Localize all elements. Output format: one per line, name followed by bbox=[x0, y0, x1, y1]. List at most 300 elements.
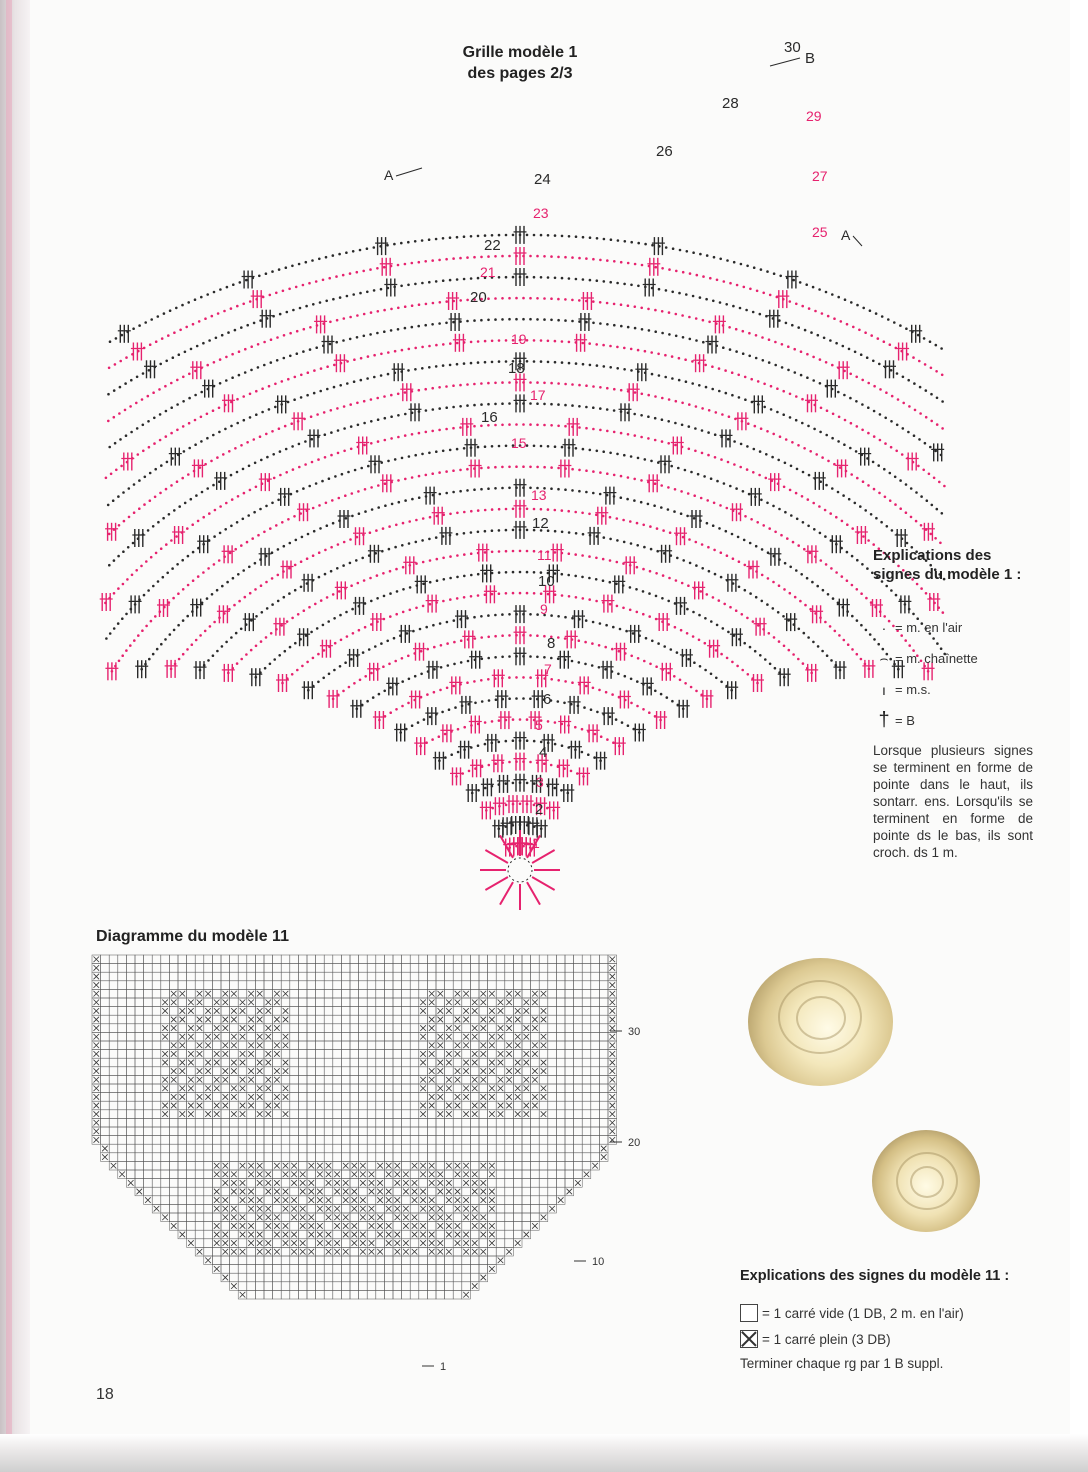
chain-dot bbox=[529, 255, 532, 258]
chain-dot bbox=[714, 573, 717, 576]
chain-dot bbox=[480, 403, 483, 406]
chain-dot bbox=[159, 439, 162, 442]
chain-dot bbox=[171, 567, 174, 570]
chain-dot bbox=[623, 454, 626, 457]
chain-dot bbox=[654, 690, 657, 693]
grid-cell bbox=[195, 964, 204, 973]
chain-dot bbox=[412, 630, 415, 633]
grid-cell bbox=[187, 989, 196, 998]
chain-dot bbox=[114, 442, 117, 445]
chain-dot bbox=[768, 361, 771, 364]
chain-dot bbox=[257, 534, 260, 537]
chain-dot bbox=[613, 474, 616, 477]
chain-dot bbox=[571, 489, 574, 492]
grid-cell bbox=[118, 981, 127, 990]
chain-dot bbox=[432, 624, 435, 627]
chain-dot bbox=[512, 508, 515, 511]
chain-dot bbox=[703, 475, 706, 478]
chain-dot bbox=[647, 308, 650, 311]
chain-dot bbox=[564, 425, 567, 428]
chain-dot bbox=[803, 447, 806, 450]
chain-dot bbox=[634, 391, 637, 394]
chain-dot bbox=[716, 480, 719, 483]
chain-dot bbox=[807, 425, 810, 428]
chain-dot bbox=[431, 387, 434, 390]
chain-dot bbox=[487, 678, 490, 681]
chain-dot bbox=[744, 589, 747, 592]
chain-dot bbox=[745, 309, 748, 312]
chain-dot bbox=[564, 298, 567, 301]
chain-dot bbox=[609, 281, 612, 284]
chain-dot bbox=[383, 395, 386, 398]
chain-dot bbox=[604, 646, 607, 649]
chain-dot bbox=[418, 496, 421, 499]
chain-dot bbox=[536, 634, 539, 637]
chain-dot bbox=[842, 494, 845, 497]
chain-dot bbox=[446, 642, 449, 645]
chain-dot bbox=[609, 581, 612, 584]
grid-cell bbox=[393, 972, 402, 981]
grid-cell bbox=[565, 955, 574, 964]
grid-cell bbox=[126, 1015, 135, 1024]
chain-dot bbox=[354, 469, 357, 472]
chain-dot bbox=[501, 424, 504, 427]
chain-dot bbox=[369, 531, 372, 534]
chain-dot bbox=[708, 570, 711, 573]
chain-dot bbox=[913, 382, 916, 385]
chain-dot bbox=[773, 636, 776, 639]
grid-cell bbox=[298, 1015, 307, 1024]
chain-dot bbox=[941, 512, 944, 515]
chain-dot bbox=[790, 514, 793, 517]
chain-dot bbox=[266, 607, 269, 610]
chain-dot bbox=[281, 521, 284, 524]
chain-dot bbox=[322, 624, 325, 627]
grid-cell bbox=[479, 1007, 488, 1016]
chain-dot bbox=[819, 382, 822, 385]
chain-dot bbox=[363, 444, 366, 447]
chain-dot bbox=[819, 431, 822, 434]
grid-cell bbox=[264, 1015, 273, 1024]
chain-dot bbox=[505, 740, 508, 743]
grid-cell bbox=[436, 981, 445, 990]
grid-cell bbox=[453, 1007, 462, 1016]
chain-dot bbox=[201, 491, 204, 494]
chain-dot bbox=[676, 557, 679, 560]
chain-dot bbox=[145, 560, 148, 563]
chain-dot bbox=[225, 641, 228, 644]
chain-dot bbox=[439, 493, 442, 496]
grid-cell bbox=[359, 955, 368, 964]
center-petal-stitch bbox=[485, 877, 508, 890]
chain-dot bbox=[515, 465, 518, 468]
chain-dot bbox=[578, 384, 581, 387]
grid-cell bbox=[316, 1032, 325, 1041]
chain-dot bbox=[680, 629, 683, 632]
chain-dot bbox=[669, 531, 672, 534]
chain-dot bbox=[440, 666, 443, 669]
chain-dot bbox=[508, 655, 511, 658]
chain-dot bbox=[719, 504, 722, 507]
chain-dot bbox=[426, 693, 429, 696]
chain-dot bbox=[316, 627, 319, 630]
chain-dot bbox=[693, 661, 696, 664]
chain-dot bbox=[382, 665, 385, 668]
chain-dot bbox=[578, 661, 581, 664]
chain-dot bbox=[508, 255, 511, 258]
grid-cell bbox=[350, 1015, 359, 1024]
chain-dot bbox=[251, 537, 254, 540]
chain-dot bbox=[303, 328, 306, 331]
grid-cell bbox=[384, 972, 393, 981]
chain-dot bbox=[395, 708, 398, 711]
grid-cell bbox=[376, 964, 385, 973]
chain-dot bbox=[411, 262, 414, 265]
chain-dot bbox=[166, 461, 169, 464]
chain-dot bbox=[420, 673, 423, 676]
chain-dot bbox=[494, 635, 497, 638]
chain-dot bbox=[592, 322, 595, 325]
chain-dot bbox=[906, 542, 909, 545]
chain-dot bbox=[353, 358, 356, 361]
grid-cell bbox=[281, 998, 290, 1007]
chain-dot bbox=[761, 574, 764, 577]
chain-dot bbox=[196, 345, 199, 348]
chain-dot bbox=[319, 301, 322, 304]
chain-dot bbox=[429, 559, 432, 562]
chain-dot bbox=[671, 377, 674, 380]
chain-dot bbox=[621, 721, 624, 724]
chain-dot bbox=[192, 579, 195, 582]
chain-dot bbox=[459, 405, 462, 408]
chain-dot bbox=[550, 614, 553, 617]
chain-dot bbox=[442, 600, 445, 603]
chain-dot bbox=[910, 516, 913, 519]
grid-cell bbox=[152, 964, 161, 973]
grid-cell bbox=[221, 955, 230, 964]
chain-dot bbox=[522, 423, 525, 426]
chain-dot bbox=[281, 380, 284, 383]
grid-cell bbox=[582, 955, 591, 964]
grid-cell bbox=[445, 1015, 454, 1024]
chain-dot bbox=[295, 539, 298, 542]
chain-dot bbox=[667, 486, 670, 489]
chain-dot bbox=[682, 271, 685, 274]
chain-dot bbox=[789, 592, 792, 595]
chain-dot bbox=[292, 468, 295, 471]
chain-dot bbox=[668, 268, 671, 271]
chain-dot bbox=[886, 525, 889, 528]
chain-dot bbox=[844, 298, 847, 301]
chain-dot bbox=[736, 284, 739, 287]
chain-dot bbox=[568, 595, 571, 598]
chain-dot bbox=[409, 609, 412, 612]
chain-dot bbox=[269, 527, 272, 530]
chain-dot bbox=[739, 307, 742, 310]
chain-dot bbox=[575, 235, 578, 238]
chain-dot bbox=[550, 382, 553, 385]
chain-dot bbox=[255, 615, 258, 618]
grid-cell bbox=[350, 1024, 359, 1033]
grid-cell bbox=[591, 989, 600, 998]
chain-dot bbox=[225, 379, 228, 382]
chain-dot bbox=[571, 320, 574, 323]
chain-dot bbox=[298, 263, 301, 266]
chain-dot bbox=[337, 452, 340, 455]
chain-dot bbox=[244, 596, 247, 599]
chain-dot bbox=[790, 465, 793, 468]
chain-dot bbox=[735, 350, 738, 353]
chain-dot bbox=[501, 466, 504, 469]
chain-dot bbox=[445, 300, 448, 303]
chain-dot bbox=[119, 360, 122, 363]
grid-cell bbox=[204, 964, 213, 973]
grid-cell bbox=[522, 981, 531, 990]
chain-dot bbox=[176, 480, 179, 483]
chain-dot bbox=[738, 560, 741, 563]
chain-dot bbox=[550, 403, 553, 406]
chain-dot bbox=[200, 440, 203, 443]
chain-dot bbox=[328, 477, 331, 480]
chain-dot bbox=[216, 456, 219, 459]
chain-dot bbox=[358, 629, 361, 632]
chain-dot bbox=[752, 471, 755, 474]
grid-cell bbox=[187, 955, 196, 964]
chain-dot bbox=[414, 283, 417, 286]
chain-dot bbox=[477, 235, 480, 238]
grid-cell bbox=[144, 1032, 153, 1041]
chain-dot bbox=[480, 679, 483, 682]
chain-dot bbox=[154, 496, 157, 499]
chain-dot bbox=[119, 386, 122, 389]
grid-cell bbox=[402, 964, 411, 973]
chain-dot bbox=[407, 241, 410, 244]
chain-dot bbox=[202, 516, 205, 519]
chain-dot bbox=[213, 361, 216, 364]
grid-cell bbox=[367, 955, 376, 964]
grid-cell bbox=[359, 1024, 368, 1033]
chain-dot bbox=[404, 413, 407, 416]
chain-dot bbox=[429, 516, 432, 519]
chain-dot bbox=[125, 356, 128, 359]
chain-dot bbox=[449, 236, 452, 239]
chain-dot bbox=[837, 391, 840, 394]
chain-dot bbox=[627, 476, 630, 479]
chain-dot bbox=[807, 525, 810, 528]
chain-dot bbox=[622, 607, 625, 610]
chain-dot bbox=[641, 328, 644, 331]
chain-dot bbox=[260, 640, 263, 643]
chain-dot bbox=[622, 519, 625, 522]
chain-dot bbox=[941, 427, 944, 430]
chain-dot bbox=[316, 413, 319, 416]
chain-dot bbox=[287, 378, 290, 381]
chain-dot bbox=[589, 279, 592, 282]
grid-cell bbox=[470, 964, 479, 973]
chain-dot bbox=[588, 513, 591, 516]
chain-dot bbox=[637, 657, 640, 660]
chain-dot bbox=[186, 615, 189, 618]
chain-dot bbox=[133, 483, 136, 486]
chain-dot bbox=[850, 422, 853, 425]
chain-dot bbox=[557, 658, 560, 661]
chain-dot bbox=[279, 474, 282, 477]
chain-dot bbox=[851, 648, 854, 651]
chain-dot bbox=[778, 640, 781, 643]
grid-cell bbox=[273, 981, 282, 990]
chain-dot bbox=[327, 620, 330, 623]
grid-cell bbox=[410, 981, 419, 990]
chain-dot bbox=[878, 363, 881, 366]
grid-cell bbox=[531, 964, 540, 973]
chain-dot bbox=[850, 473, 853, 476]
chain-dot bbox=[312, 657, 315, 660]
chain-dot bbox=[194, 394, 197, 397]
chain-dot bbox=[228, 608, 231, 611]
chain-dot bbox=[122, 550, 125, 553]
grid-cell bbox=[298, 955, 307, 964]
chain-dot bbox=[674, 488, 677, 491]
chain-dot bbox=[754, 425, 757, 428]
chain-dot bbox=[236, 662, 239, 665]
chain-dot bbox=[285, 266, 288, 269]
grid-cell bbox=[350, 972, 359, 981]
chain-dot bbox=[257, 366, 260, 369]
grid-cell bbox=[101, 1032, 110, 1041]
chain-dot bbox=[505, 804, 508, 807]
grid-cell bbox=[488, 1024, 497, 1033]
chain-dot bbox=[744, 515, 747, 518]
grid-cell bbox=[410, 998, 419, 1007]
chain-dot bbox=[693, 494, 696, 497]
row-number-label: 25 bbox=[812, 224, 828, 240]
row-number-label: 8 bbox=[547, 635, 556, 652]
chain-dot bbox=[749, 567, 752, 570]
grid-cell bbox=[161, 972, 170, 981]
chain-dot bbox=[588, 555, 591, 558]
chain-dot bbox=[450, 753, 453, 756]
chain-dot bbox=[418, 261, 421, 264]
grid-cell bbox=[384, 998, 393, 1007]
chain-dot bbox=[938, 481, 941, 484]
chain-dot bbox=[159, 492, 162, 495]
chain-dot bbox=[484, 361, 487, 364]
chain-dot bbox=[129, 644, 132, 647]
chain-dot bbox=[777, 459, 780, 462]
chain-dot bbox=[494, 403, 497, 406]
marker-arrow bbox=[770, 58, 800, 66]
chain-dot bbox=[625, 630, 628, 633]
chain-dot bbox=[194, 298, 197, 301]
chain-dot bbox=[322, 279, 325, 282]
chain-dot bbox=[261, 411, 264, 414]
chain-dot bbox=[249, 393, 252, 396]
chain-dot bbox=[491, 361, 494, 364]
chain-dot bbox=[394, 660, 397, 663]
chain-dot bbox=[226, 581, 229, 584]
chain-dot bbox=[260, 584, 263, 587]
chain-dot bbox=[795, 569, 798, 572]
chain-dot bbox=[884, 442, 887, 445]
chain-dot bbox=[398, 501, 401, 504]
chain-dot bbox=[756, 521, 759, 524]
chain-dot bbox=[386, 640, 389, 643]
chain-dot bbox=[698, 614, 701, 617]
grid-cell bbox=[187, 981, 196, 990]
chain-dot bbox=[301, 665, 304, 668]
chain-dot bbox=[554, 277, 557, 280]
chain-dot bbox=[261, 387, 264, 390]
chain-dot bbox=[351, 608, 354, 611]
chain-dot bbox=[609, 559, 612, 562]
chain-dot bbox=[741, 613, 744, 616]
chain-dot bbox=[630, 678, 633, 681]
chain-dot bbox=[303, 609, 306, 612]
chain-dot bbox=[648, 329, 651, 332]
chain-dot bbox=[701, 407, 704, 410]
grid-cell bbox=[488, 955, 497, 964]
chain-dot bbox=[571, 468, 574, 471]
chain-dot bbox=[603, 238, 606, 241]
grid-cell bbox=[290, 989, 299, 998]
chain-dot bbox=[720, 576, 723, 579]
chain-dot bbox=[710, 477, 713, 480]
chain-dot bbox=[781, 343, 784, 346]
chain-dot bbox=[135, 569, 138, 572]
chain-dot bbox=[899, 479, 902, 482]
grid-cell bbox=[393, 964, 402, 973]
chain-dot bbox=[487, 636, 490, 639]
chain-dot bbox=[505, 234, 508, 237]
chain-dot bbox=[407, 655, 410, 658]
grid-cell bbox=[255, 981, 264, 990]
grid-cell bbox=[488, 964, 497, 973]
chain-dot bbox=[394, 350, 397, 353]
chain-dot bbox=[801, 495, 804, 498]
chain-dot bbox=[846, 323, 849, 326]
chain-dot bbox=[449, 364, 452, 367]
chain-dot bbox=[629, 586, 632, 589]
chain-dot bbox=[221, 334, 224, 337]
chain-dot bbox=[152, 525, 155, 528]
chain-dot bbox=[613, 324, 616, 327]
chain-dot bbox=[153, 417, 156, 420]
chain-dot bbox=[598, 666, 601, 669]
chain-dot bbox=[630, 348, 633, 351]
chain-dot bbox=[512, 592, 515, 595]
chain-dot bbox=[902, 376, 905, 379]
chain-dot bbox=[470, 595, 473, 598]
chain-dot bbox=[571, 681, 574, 684]
chain-dot bbox=[498, 360, 501, 363]
grid-cell bbox=[505, 972, 514, 981]
chain-dot bbox=[890, 420, 893, 423]
grid-cell bbox=[402, 989, 411, 998]
chain-dot bbox=[706, 522, 709, 525]
chain-dot bbox=[702, 275, 705, 278]
grid-cell bbox=[238, 1015, 247, 1024]
grid-cell bbox=[453, 972, 462, 981]
chain-dot bbox=[832, 597, 835, 600]
chain-dot bbox=[571, 383, 574, 386]
chain-dot bbox=[223, 310, 226, 313]
grid-cell bbox=[479, 972, 488, 981]
chain-dot bbox=[418, 303, 421, 306]
center-petal-stitch bbox=[500, 882, 513, 905]
chain-dot bbox=[150, 620, 153, 623]
chain-dot bbox=[194, 419, 197, 422]
grid-cell bbox=[255, 964, 264, 973]
